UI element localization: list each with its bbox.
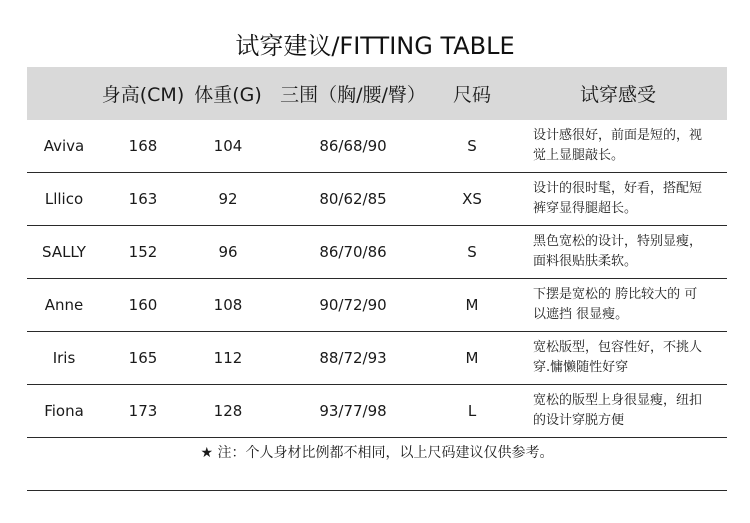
cell-size: S [467,243,477,261]
feedback-line: 宽松的版型上身很显瘦，纽扣 [533,393,703,408]
cell-height: 152 [128,243,158,261]
feedback-line: 下摆是宽松的 胯比较大的 可 [533,287,698,302]
cell-feedback [509,179,727,219]
feedback-line: 觉上显腿敲长。 [533,148,625,163]
cell-height: 165 [128,349,158,367]
table-row [27,332,727,385]
cell-name: SALLY [42,243,86,261]
cell-weight: 108 [213,296,243,314]
feedback-line: 穿.慵懒随性好穿 [533,360,629,375]
table-row [27,279,727,332]
bottom-divider [27,490,727,491]
table-row [27,120,727,173]
cell-measurements: 88/72/93 [319,349,387,367]
cell-name: Anne [44,296,84,314]
page-title: 试穿建议/FITTING TABLE [235,32,515,60]
cell-feedback [509,285,727,325]
feedback-line: 裤穿显得腿超长。 [533,201,638,216]
feedback-line: 面料很贴肤柔软。 [533,254,638,269]
cell-measurements: 86/70/86 [319,243,387,261]
cell-name: Lllico [44,190,84,208]
cell-feedback [509,391,727,431]
cell-name: Iris [52,349,76,367]
table-row [27,173,727,226]
header-feedback: 试穿感受 [579,84,656,106]
header-height: 身高(CM) [101,84,185,106]
cell-weight: 112 [213,349,243,367]
cell-size: XS [462,190,482,208]
cell-size: L [467,402,477,420]
cell-measurements: 80/62/85 [319,190,387,208]
feedback-line: 设计感很好，前面是短的，视 [533,128,703,143]
cell-height: 168 [128,137,158,155]
table-header [27,67,727,120]
feedback-line: 黑色宽松的设计，特别显瘦， [533,234,703,249]
table-row [27,226,727,279]
header-weight: 体重(G) [194,84,262,106]
feedback-line: 以遮挡 很显瘦。 [533,307,629,322]
disclaimer-note: ★ 注：个人身材比例都不相同，以上尺码建议仅供参考。 [200,445,554,461]
cell-measurements: 93/77/98 [319,402,387,420]
feedback-line: 的设计穿脱方便 [533,413,625,428]
cell-height: 173 [128,402,158,420]
header-measurements: 三围（胸/腰/臀） [280,84,426,106]
cell-name: Fiona [44,402,84,420]
fitting-table [27,67,727,438]
cell-weight: 104 [213,137,243,155]
cell-height: 163 [128,190,158,208]
cell-feedback [509,126,727,166]
cell-name: Aviva [43,137,85,155]
cell-weight: 96 [218,243,238,261]
cell-measurements: 90/72/90 [319,296,387,314]
cell-measurements: 86/68/90 [319,137,387,155]
header-size: 尺码 [452,84,491,106]
feedback-line: 设计的很时髦，好看，搭配短 [533,181,703,196]
cell-size: M [465,349,479,367]
cell-size: M [465,296,479,314]
table-row [27,385,727,438]
feedback-line: 宽松版型，包容性好，不挑人 [533,340,703,355]
cell-height: 160 [128,296,158,314]
cell-weight: 92 [218,190,238,208]
cell-feedback [509,338,727,378]
cell-feedback [509,232,727,272]
cell-weight: 128 [213,402,243,420]
cell-size: S [467,137,477,155]
